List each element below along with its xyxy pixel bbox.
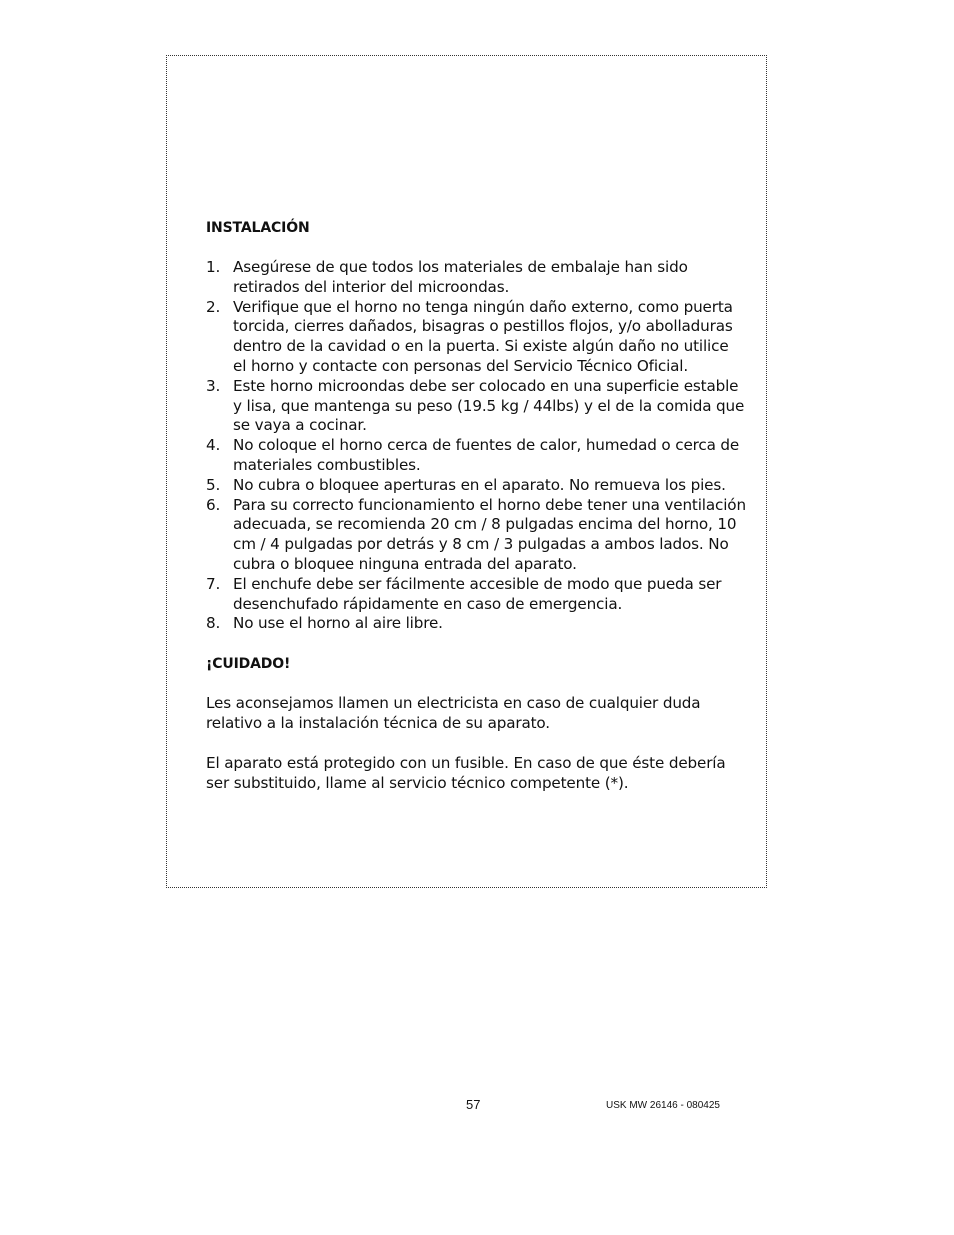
item-number: 7. [206,574,221,593]
list-item [206,377,746,436]
content-area [206,218,746,793]
document-code: USK MW 26146 - 080425 [606,1100,720,1111]
item-text: Verifique que el horno no tenga ningún daño externo, como puerta torcida, cierres dañados, bisagras o pestillos flojos, y/o abolladuras dentro de la cavidad o en la puerta. Si existe algún daño no utilice el horno y contacte con personas del Servicio Técnico Oficial. [233,297,733,375]
item-text: No use el horno al aire libre. [233,614,443,633]
item-number: 5. [206,475,221,494]
list-item [206,436,746,476]
item-number: 8. [206,614,221,633]
item-text: No cubra o bloquee aperturas en el aparato. No remueva los pies. [233,475,726,494]
item-number: 1. [206,258,221,276]
paragraph-fuse: El aparato está protegido con un fusible. En caso de que éste debería ser substituido, llame al servicio técnico competente (*). [206,753,726,792]
item-text: Asegúrese de que todos los materiales de embalaje han sido retirados del interior del microondas. [233,258,688,296]
item-number: 6. [206,495,221,514]
paragraph-electrician: Les aconsejamos llamen un electricista en caso de cualquier duda relativo a la instalación técnica de su aparato. [206,694,701,732]
item-number: 4. [206,436,221,455]
warning-heading: ¡CUIDADO! [206,656,291,673]
section-heading: INSTALACIÓN [206,220,310,236]
list-item [206,496,746,575]
item-text: Para su correcto funcionamiento el horno debe tener una ventilación adecuada, se recomienda 20 cm / 8 pulgadas encima del horno, 10 cm / 4 pulgadas por detrás y 8 cm / 3 pulgadas a ambos lados. No cubra o bloquee ninguna entrada del aparato. [233,495,746,573]
list-item [206,298,746,377]
installation-list [206,258,746,634]
page-number: 57 [466,1097,481,1112]
item-number: 2. [206,297,221,316]
list-item [206,614,746,634]
item-text: No coloque el horno cerca de fuentes de calor, humedad o cerca de materiales combustibles. [233,436,740,474]
item-text: El enchufe debe ser fácilmente accesible de modo que pueda ser desenchufado rápidamente en caso de emergencia. [233,574,722,613]
list-item [206,258,746,298]
list-item [206,575,746,615]
item-number: 3. [206,376,221,395]
item-text: Este horno microondas debe ser colocado en una superficie estable y lisa, que mantenga su peso (19.5 kg / 44lbs) y el de la comida que se vaya a cocinar. [233,376,745,435]
list-item [206,476,746,496]
